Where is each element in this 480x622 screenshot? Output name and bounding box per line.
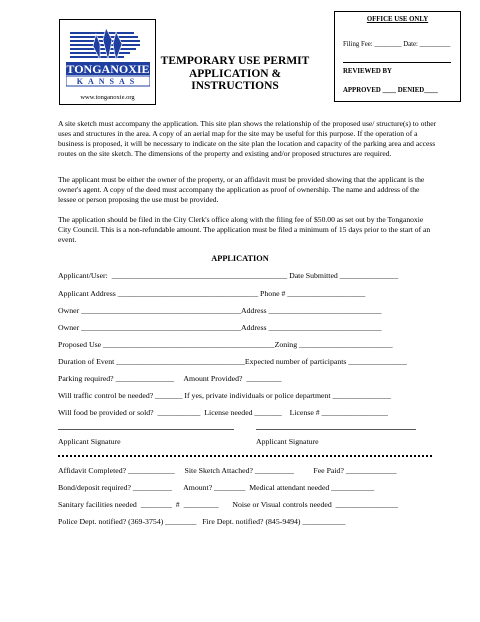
instructions-paragraph-site-sketch: A site sketch must accompany the application. This site plan shows the relationship of the proposed use/ structure(s) to other uses and structures in the area. A copy of an aerial map for the site may be useful for this purpose. If the operation of a business is proposed, it will be necessary to indicate on the site plan the location and capacity of the parking area and access routes on the site sketch. The dimensions of the property and existing and/or proposed structures are required. [58, 119, 437, 158]
office-divider [343, 62, 451, 63]
owner-address-field-2[interactable]: Owner _________________________________________Address _____________________________ [58, 323, 382, 332]
signature-line-1[interactable] [58, 429, 234, 430]
title-line-3: INSTRUCTIONS [191, 80, 279, 92]
tonganoxie-seal-icon [66, 26, 150, 90]
city-logo [59, 19, 156, 105]
food-license-field[interactable]: Will food be provided or sold? ___________ License needed _______ License # _________________ [58, 408, 388, 417]
office-reviewed-by: REVIEWED BY [343, 68, 392, 75]
application-heading: APPLICATION [211, 254, 269, 263]
signature-line-2[interactable] [256, 429, 416, 430]
office-approved-denied: APPROVED ____ DENIED____ [343, 87, 438, 94]
proposed-use-zoning-field[interactable]: Proposed Use ____________________________________________Zoning ________________________ [58, 340, 393, 349]
office-use-box [334, 11, 461, 102]
title-line-1: TEMPORARY USE PERMIT [160, 55, 310, 67]
office-section-divider [58, 455, 432, 457]
affidavit-sketch-fee-field[interactable]: Affidavit Completed? ____________ Site Sketch Attached? __________ Fee Paid? _____________ [58, 466, 397, 475]
duration-participants-field[interactable]: Duration of Event _________________________________Expected number of participants _______________ [58, 357, 407, 366]
police-fire-notified-field[interactable]: Police Dept. notified? (369-3754) ________ Fire Dept. notified? (845-9494) ___________ [58, 517, 346, 526]
document-title [160, 55, 310, 93]
office-use-heading: OFFICE USE ONLY [366, 16, 429, 23]
applicant-signature-label-1: Applicant Signature [58, 437, 121, 446]
instructions-paragraph-applicant: The applicant must be either the owner of the property, or an affidavit must be provided showing that the applicant is the owner's agent. A copy of the deed must accompany the application as proof of ownership. The name and address of the lessee or person proposing the use must be provided. [58, 175, 425, 204]
sanitary-noise-field[interactable]: Sanitary facilities needed ________ # _________ Noise or Visual controls needed ________________ [58, 500, 399, 509]
logo-wordmark: TONGANOXIE [66, 62, 150, 76]
office-filing-fee-line: Filing Fee: ________ Date: _________ [343, 41, 451, 48]
instructions-paragraph-filing: The application should be filed in the City Clerk's office along with the filing fee of $50.00 as set out by the Tonganoxie City Council. This is a non-refundable amount. The application must be filed a minimum of 15 days prior to the start of an event. [58, 215, 431, 244]
traffic-control-field[interactable]: Will traffic control be needed? _______ If yes, private individuals or police department _______________ [58, 391, 391, 400]
applicant-user-field[interactable]: Applicant/User: _____________________________________________ Date Submitted _______________ [58, 271, 399, 280]
bond-amount-medical-field[interactable]: Bond/deposit required? __________ Amount? ________ Medical attendant needed ___________ [58, 483, 375, 492]
applicant-address-field[interactable]: Applicant Address ____________________________________ Phone # ____________________ [58, 289, 366, 298]
city-website-url: www.tonganoxie.org [80, 94, 135, 101]
title-line-2: APPLICATION & [188, 67, 282, 80]
parking-field[interactable]: Parking required? _______________ Amount Provided? _________ [58, 374, 282, 383]
owner-address-field-1[interactable]: Owner _________________________________________Address _____________________________ [58, 306, 382, 315]
applicant-signature-label-2: Applicant Signature [256, 437, 319, 446]
logo-state: KANSAS [76, 77, 140, 86]
